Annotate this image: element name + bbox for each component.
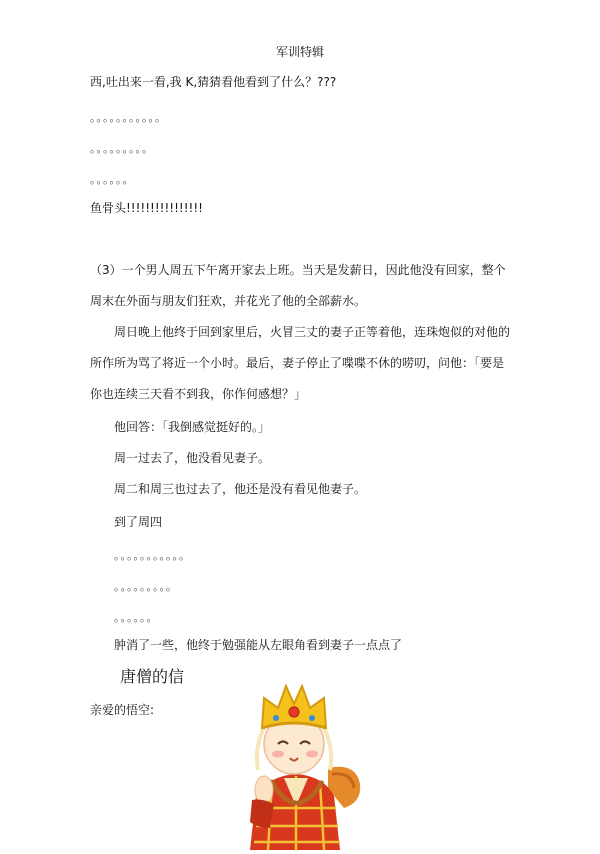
story2-paragraph-line: 周日晚上他终于回到家里后，火冒三丈的妻子正等着他，连珠炮似的对他的 <box>114 325 511 339</box>
story2-paragraph-line: 他回答：「我倒感觉挺好的。」 <box>114 420 271 434</box>
story2-paragraph-line: 周一过去了，他没看见妻子。 <box>114 451 271 465</box>
story2-paragraph-line: （3）一个男人周五下午离开家去上班。当天是发薪日，因此他没有回家，整个 <box>90 263 506 277</box>
ellipsis-dots: 。。。。。。 <box>114 611 159 624</box>
story2-paragraph-line: 你也连续三天看不到我，你作何感想？」 <box>90 387 307 401</box>
story2-paragraph-line: 肿消了一些，他终于勉强能从左眼角看到妻子一点点了 <box>114 638 403 652</box>
ellipsis-dots: 。。。。。。 <box>90 173 135 186</box>
story2-paragraph-line: 周二和周三也过去了，他还是没有看见他妻子。 <box>114 482 367 496</box>
ellipsis-dots: 。。。。。。。。。 <box>114 580 178 593</box>
story2-paragraph-line: 所作所为骂了将近一个小时。最后，妻子停止了喋喋不休的唠叨，问他：「要是 <box>90 356 505 370</box>
ellipsis-dots: 。。。。。。。。。 <box>90 142 154 155</box>
letter-salutation: 亲爱的悟空: <box>90 703 155 717</box>
section-heading: 唐僧的信 <box>120 667 185 686</box>
page-header: 军训特辑 <box>275 45 324 59</box>
ellipsis-dots: 。。。。。。。。。。。 <box>90 111 167 124</box>
story1-line: 西,吐出来一看,我 K,猜猜看他看到了什么？??? <box>90 75 337 89</box>
story2-paragraph-line: 周末在外面与朋友们狂欢，并花光了他的全部薪水。 <box>90 294 367 308</box>
story1-punchline: 鱼骨头!!!!!!!!!!!!!!!! <box>90 201 203 215</box>
tang-monk-cartoon-icon <box>228 678 364 854</box>
story2-paragraph-line: 到了周四 <box>114 515 163 529</box>
ellipsis-dots: 。。。。。。。。。。。 <box>114 549 191 562</box>
